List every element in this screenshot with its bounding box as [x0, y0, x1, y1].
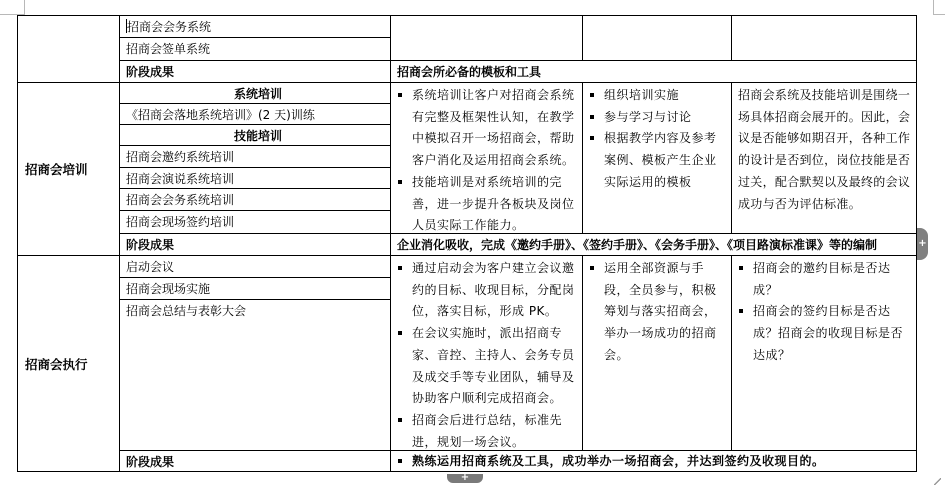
item-cell: 招商会会务系统培训	[119, 188, 391, 211]
content-bullet-list	[391, 83, 582, 234]
stage-result-label: 阶段成果	[119, 233, 391, 256]
item-cell: 招商会邀约系统培训	[119, 145, 391, 168]
role-cell-training	[582, 82, 732, 234]
evaluation-bullet-list	[732, 256, 916, 367]
stage-result-label: 阶段成果	[119, 60, 391, 83]
item-cell: 招商会现场实施	[119, 277, 391, 300]
stage-result-text: 招商会所必备的模板和工具	[390, 60, 917, 83]
bullet-item: 运用全部资源与手段，全员参与，积极筹划与落实招商会，举办一场成功的招商会。	[589, 258, 727, 367]
content-bullet-list	[391, 256, 582, 451]
content-cell-training	[390, 82, 583, 234]
stage-result-text	[390, 450, 917, 472]
content-cell-execution	[390, 255, 583, 451]
role-bullet-list	[583, 256, 731, 367]
result-bullet-list	[391, 451, 916, 471]
bullet-item: 通过启动会为客户建立会议邀约的目标、收现目标，分配岗位，落实目标，形成 PK。	[397, 258, 578, 323]
item-cell: 招商会现场签约培训	[119, 210, 391, 234]
item-heading-system-training: 系统培训	[119, 82, 391, 104]
stage-result-label: 阶段成果	[119, 450, 391, 472]
bullet-item: 系统培训让客户对招商会系统有完整及框架性认知，在教学中模拟召开一场招商会，帮助客户消化及运用招商会系统。	[397, 85, 578, 172]
item-cell: 启动会议	[119, 255, 391, 278]
add-column-button[interactable]	[917, 228, 928, 260]
item-cell: 招商会总结与表彰大会	[119, 299, 391, 451]
item-cell: 《招商会落地系统培训》(2 天)训练	[119, 103, 391, 125]
bullet-item: 参与学习与讨论	[589, 107, 727, 129]
stage-cell-execution: 招商会执行	[17, 255, 120, 472]
bullet-item: 招商会的签约目标是否达成？招商会的收现目标是否达成？	[738, 301, 912, 366]
item-cell[interactable]: 招商会会务系统	[119, 15, 391, 38]
bullet-item: 在会议实施时，派出招商专家、音控、主持人、会务专员及成交手等专业团队，辅导及协助客户顺利完成招商会。	[397, 323, 578, 410]
stage-result-text: 企业消化吸收，完成《邀约手册》、《签约手册》、《会务手册》、《项目路演标准课》等的编制	[390, 233, 917, 256]
item-heading-skill-training: 技能培训	[119, 124, 391, 146]
evaluation-cell-training	[731, 82, 917, 234]
item-cell[interactable]: 招商会签单系统	[119, 37, 391, 61]
evaluation-cell-empty[interactable]	[731, 15, 917, 61]
bullet-item: 招商会后进行总结，标准先进，规划一场会议。	[397, 410, 578, 451]
stage-cell-continued	[17, 15, 120, 83]
bullet-item: 组织培训实施	[589, 85, 727, 107]
table-resize-handle[interactable]	[934, 478, 941, 485]
bullet-item: 技能培训是对系统培训的完善，进一步提升各板块及岗位人员实际工作能力。	[397, 172, 578, 234]
evaluation-cell-execution	[731, 255, 917, 451]
role-bullet-list	[583, 83, 731, 194]
bullet-item: 根据教学内容及参考案例、模板产生企业实际运用的模板	[589, 128, 727, 193]
bullet-item: 招商会的邀约目标是否达成？	[738, 258, 912, 301]
bullet-item: 熟练运用招商系统及工具，成功举办一场招商会，并达到签约及收现目的。	[397, 451, 912, 471]
plus-icon: +	[460, 472, 470, 483]
document-table	[17, 15, 917, 472]
page-corner-mark-left	[0, 0, 25, 15]
evaluation-text: 招商会系统及技能培训是围绕一场具体招商会展开的。因此，会议是否能够如期召开，各种工作的设计是否到位，岗位技能是否过关，配合默契以及最终的会议成功与否为评估标准。	[738, 88, 911, 211]
item-cell: 招商会演说系统培训	[119, 167, 391, 189]
content-cell-empty[interactable]	[390, 15, 583, 61]
page-corner-mark-right	[933, 0, 945, 15]
role-cell-empty[interactable]	[582, 15, 732, 61]
stage-cell-training: 招商会培训	[17, 82, 120, 256]
add-row-button[interactable]	[447, 474, 483, 483]
plus-icon: +	[918, 238, 927, 249]
role-cell-execution	[582, 255, 732, 451]
